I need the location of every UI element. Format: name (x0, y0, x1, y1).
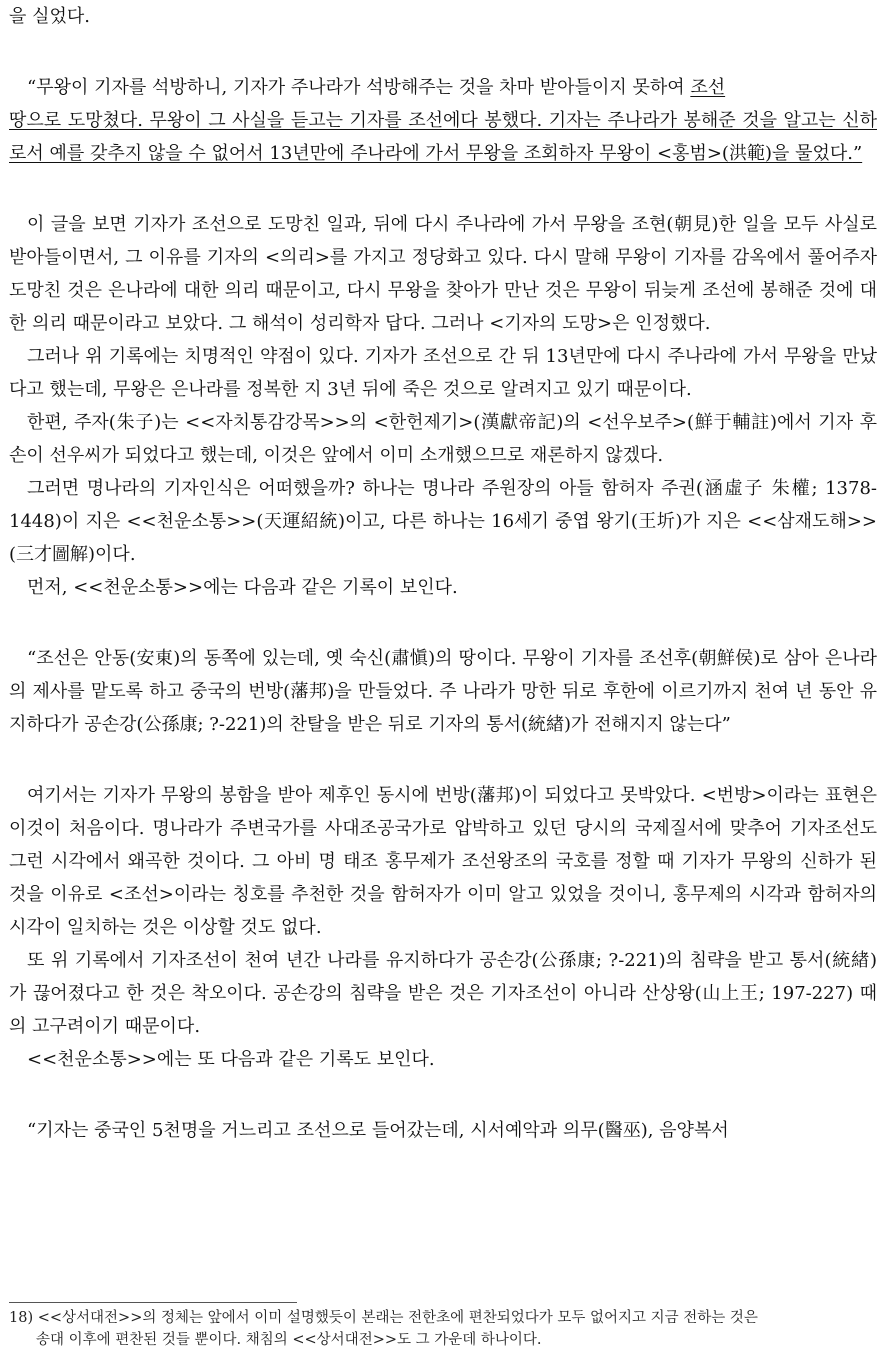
body-paragraph: 또 위 기록에서 기자조선이 천여 년간 나라를 유지하다가 공손강(公孫康; ?-221)의 침략을 받고 통서(統緖)가 끊어졌다고 한 것은 착오이다. 공손강의 침략을 받은 것은 기자조선이 아니라 산상왕(山上王; 197-227) 때의 고구려이기 때문이다. (9, 950, 877, 1037)
footnote-number: 18) (9, 1310, 34, 1326)
body-paragraph: 여기서는 기자가 무왕의 봉함을 받아 제후인 동시에 번방(藩邦)이 되었다고 못박았다. <번방>이라는 표현은 이것이 처음이다. 명나라가 주변국가를 사대조공국가로 압박하고 있던 당시의 국제질서에 맞추어 기자조선도 그런 시각에서 왜곡한 것이다. 그 아비 명 태조 홍무제가 조선왕조의 국호를 정할 때 기자가 무왕의 신하가 된 것을 이유로 <조선>이라는 칭호를 추천한 것을 함허자가 이미 알고 있었을 것이니, 홍무제의 시각과 함허자의 시각이 일치하는 것은 이상할 것도 없다. (9, 785, 877, 938)
quote-1-underlined-start: 조선 (690, 77, 726, 98)
body-paragraph: <<천운소통>>에는 또 다음과 같은 기록도 보인다. (27, 1049, 435, 1070)
quote-paragraph-2: “조선은 안동(安東)의 동쪽에 있는데, 옛 숙신(肅愼)의 땅이다. 무왕이 기자를 조선후(朝鮮侯)로 삼아 은나라의 제사를 맡도록 하고 중국의 번방(藩邦)을 만들었다. 주 나라가 망한 뒤로 후한에 이르기까지 천여 년 동안 유지하다가 공손강(公孫康; ?-221)의 찬탈을 받은 뒤로 기자의 통서(統緖)가 전해지지 않는다” (9, 648, 877, 735)
footnote-line-2: 송대 이후에 편찬된 것들 뿐이다. 채침의 <<상서대전>>도 그 가운데 하나이다. (36, 1332, 542, 1348)
body-paragraph: 그러면 명나라의 기자인식은 어떠했을까? 하나는 명나라 주원장의 아들 함허자 주권(涵虛子 朱權; 1378-1448)이 지은 <<천운소통>>(天運紹統)이고, 다른 하나는 16세기 중엽 왕기(王圻)가 지은 <<삼재도해>>(三才圖解)이다. (9, 478, 877, 565)
quote-1-underlined-body: 땅으로 도망쳤다. 무왕이 그 사실을 듣고는 기자를 조선에다 봉했다. 기자는 주나라가 봉해준 것을 알고는 신하로서 예를 갖추지 않을 수 없어서 13년만에 주나라에 가서 무왕을 조회하자 무왕이 <홍범>(洪範)을 물었다. (9, 110, 877, 164)
body-paragraph: 그러나 위 기록에는 치명적인 약점이 있다. 기자가 조선으로 간 뒤 13년만에 다시 주나라에 가서 무왕을 만났다고 했는데, 무왕은 은나라를 정복한 지 3년 뒤에 죽은 것으로 알려지고 있기 때문이다. (9, 346, 877, 400)
quote-1-lead: “무왕이 기자를 석방하니, 기자가 주나라가 석방해주는 것을 차마 받아들이지 못하여 (27, 77, 691, 98)
body-paragraph: 먼저, <<천운소통>>에는 다음과 같은 기록이 보인다. (27, 577, 458, 598)
quote-paragraph-3: “기자는 중국인 5천명을 거느리고 조선으로 들어갔는데, 시서예악과 의무(醫巫), 음양복서 (27, 1120, 729, 1141)
footnote (9, 1307, 877, 1351)
quote-1-closing-mark: ” (852, 143, 863, 164)
footnote-text-1: <<상서대전>>의 정체는 앞에서 이미 설명했듯이 본래는 전한초에 편찬되었다가 모두 없어지고 지금 전하는 것은 (37, 1310, 758, 1326)
quote-paragraph-1 (9, 71, 877, 170)
body-paragraph: 이 글을 보면 기자가 조선으로 도망친 일과, 뒤에 다시 주나라에 가서 무왕을 조현(朝見)한 일을 모두 사실로 받아들이면서, 그 이유를 기자의 <의리>를 가지고 정당화고 있다. 다시 말해 무왕이 기자를 감옥에서 풀어주자 도망친 것은 은나라에 대한 의리 때문이고, 다시 무왕을 찾아가 만난 것은 무왕이 뒤늦게 조선에 봉해준 것에 대한 의리 때문이라고 보았다. 그 해석이 성리학자 답다. 그러나 <기자의 도망>은 인정했다. (9, 214, 877, 334)
body-paragraph: 한편, 주자(朱子)는 <<자치통감강목>>의 <한헌제기>(漢獻帝記)의 <선우보주>(鮮于輔註)에서 기자 후손이 선우씨가 되었다고 했는데, 이것은 앞에서 이미 소개했으므로 재론하지 않겠다. (9, 412, 877, 466)
footnote-divider (9, 1302, 297, 1303)
footnote-line-1 (9, 1307, 877, 1329)
document-body (9, 0, 877, 1147)
paragraph-continued: 을 실었다. (9, 6, 90, 27)
